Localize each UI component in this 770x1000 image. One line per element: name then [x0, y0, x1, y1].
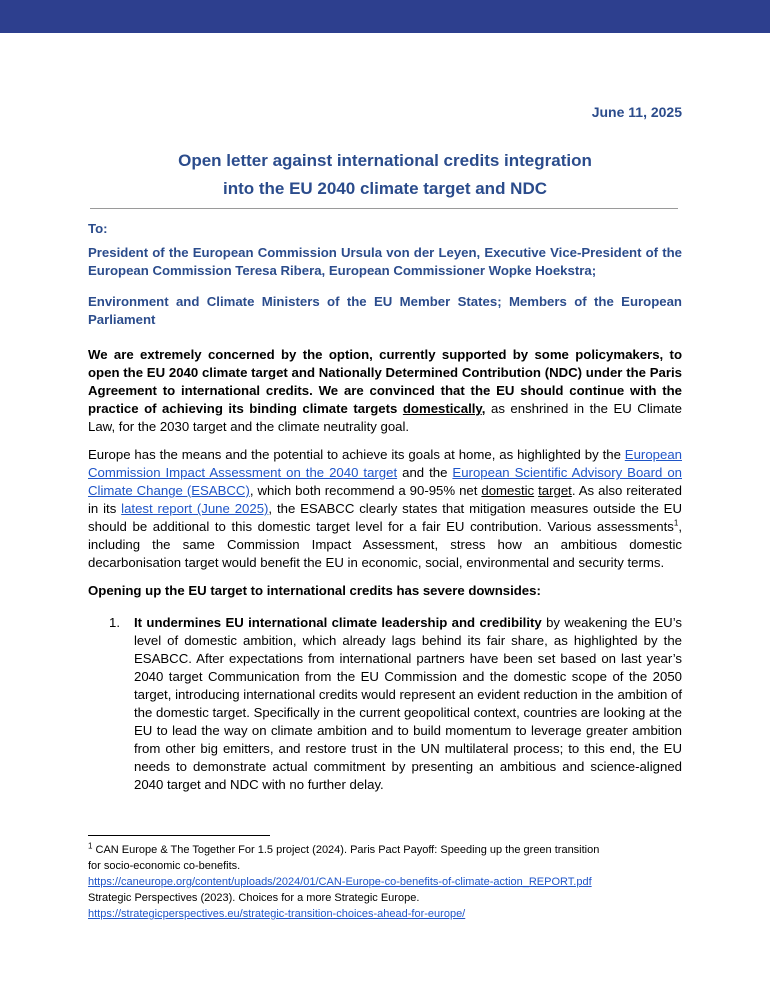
p2-text-a: Europe has the means and the potential to achieve its goals at home, as highlighted by the	[88, 447, 625, 462]
esabcc-link[interactable]: European Scientific Advisory Board on Climate Change (ESABCC)	[88, 465, 682, 498]
letter-title	[88, 147, 682, 203]
p2-text-f: , including the same Commission Impact Assessment, stress how an ambitious domestic decarbonisation target would benefit the EU in economic, social, environmental and security terms.	[88, 519, 682, 570]
intro-rest-text: as enshrined in the EU Climate Law, for the 2030 target and the climate neutrality goal.	[88, 401, 683, 434]
list-item-bold: It undermines EU international climate leadership and credibility	[134, 615, 542, 630]
p2-underlined-target: target	[538, 483, 572, 498]
footnote-marker: 1	[88, 841, 93, 851]
intro-bold-text: We are extremely concerned by the option, currently supported by some policymakers, to open the EU 2040 climate target and Nationally Determined Contribution (NDC) under the Paris Agreement to international credits. We are convinced that the EU should continue with the practice of achieving its binding climate targets	[88, 347, 682, 416]
p2-text-e: , the ESABCC clearly states that mitigation measures outside the EU should be additional to this domestic target level for a fair EU contribution. Various assessments	[88, 501, 682, 534]
latest-report-link[interactable]: latest report (June 2025)	[121, 501, 269, 516]
footnote-divider	[88, 835, 270, 836]
downsides-heading	[88, 582, 682, 600]
footnote	[88, 842, 688, 922]
downsides-heading-text: Opening up the EU target to international credits has severe downsides:	[88, 583, 541, 598]
p2-text-c: , which both recommend a 90-95% net	[249, 483, 482, 498]
list-item	[109, 614, 682, 794]
impact-assessment-link[interactable]: European Commission Impact Assessment on the 2040 target	[88, 447, 682, 480]
intro-paragraph	[88, 346, 682, 436]
footnote-line-3: Strategic Perspectives (2023). Choices for a more Strategic Europe.	[88, 892, 420, 904]
footnote-citation-1: CAN Europe & The Together For 1.5 project (2024). Paris Pact Payoff: Speeding up the green transition	[92, 844, 600, 856]
letter-date: June 11, 2025	[591, 104, 682, 120]
paragraph-means	[88, 446, 682, 572]
recipients-commission: President of the European Commission Ursula von der Leyen, Executive Vice-President of the European Commission Teresa Ribera, European Commissioner Wopke Hoekstra;	[88, 245, 682, 278]
footnote-line-1	[88, 842, 688, 858]
title-divider	[90, 208, 678, 209]
recipients-ministers: Environment and Climate Ministers of the EU Member States; Members of the European Parliament	[88, 294, 682, 327]
title-line-2: into the EU 2040 climate target and NDC	[222, 179, 548, 198]
title-line-1: Open letter against international credits integration	[178, 151, 592, 170]
footnote-url-strategicperspectives[interactable]: https://strategicperspectives.eu/strategic-transition-choices-ahead-for-europe/	[88, 908, 466, 920]
to-label: To:	[88, 221, 108, 236]
footnote-url-caneurope[interactable]: https://caneurope.org/content/uploads/2024/01/CAN-Europe-co-benefits-of-climate-action_REPORT.pdf	[88, 876, 592, 888]
footnote-ref-1[interactable]: 1	[673, 518, 679, 528]
header-bar	[0, 0, 770, 33]
list-item-number: 1.	[109, 615, 120, 630]
p2-text-d: . As also reiterated in its	[88, 483, 682, 516]
p2-text-b: and the	[397, 465, 453, 480]
list-item-body: by weakening the EU’s level of domestic ambition, which already lags behind its fair share, as highlighted by the ESABCC. After expectations from international partners have been set based on last year’s 2040 target Communication from the EU Commission and the domestic scope of the 2050 target, introducing international credits would represent an evident reduction in the ambition of the domestic target. Specifically in the current geopolitical context, countries are looking at the EU to lead the way on climate ambition and to build momentum to leverage greater ambition from other big emitters, and restore trust in the UN multilateral process; to this end, the EU needs to demonstrate actual commitment by presenting an ambitious and science-aligned 2040 target and NDC with no further delay.	[134, 615, 682, 792]
intro-underlined-word: domestically	[402, 401, 482, 416]
list-item-text	[134, 614, 682, 794]
p2-underlined-domestic: domestic	[481, 483, 535, 498]
intro-comma: ,	[481, 401, 486, 416]
footnote-line-2: for socio-economic co-benefits.	[88, 860, 241, 872]
